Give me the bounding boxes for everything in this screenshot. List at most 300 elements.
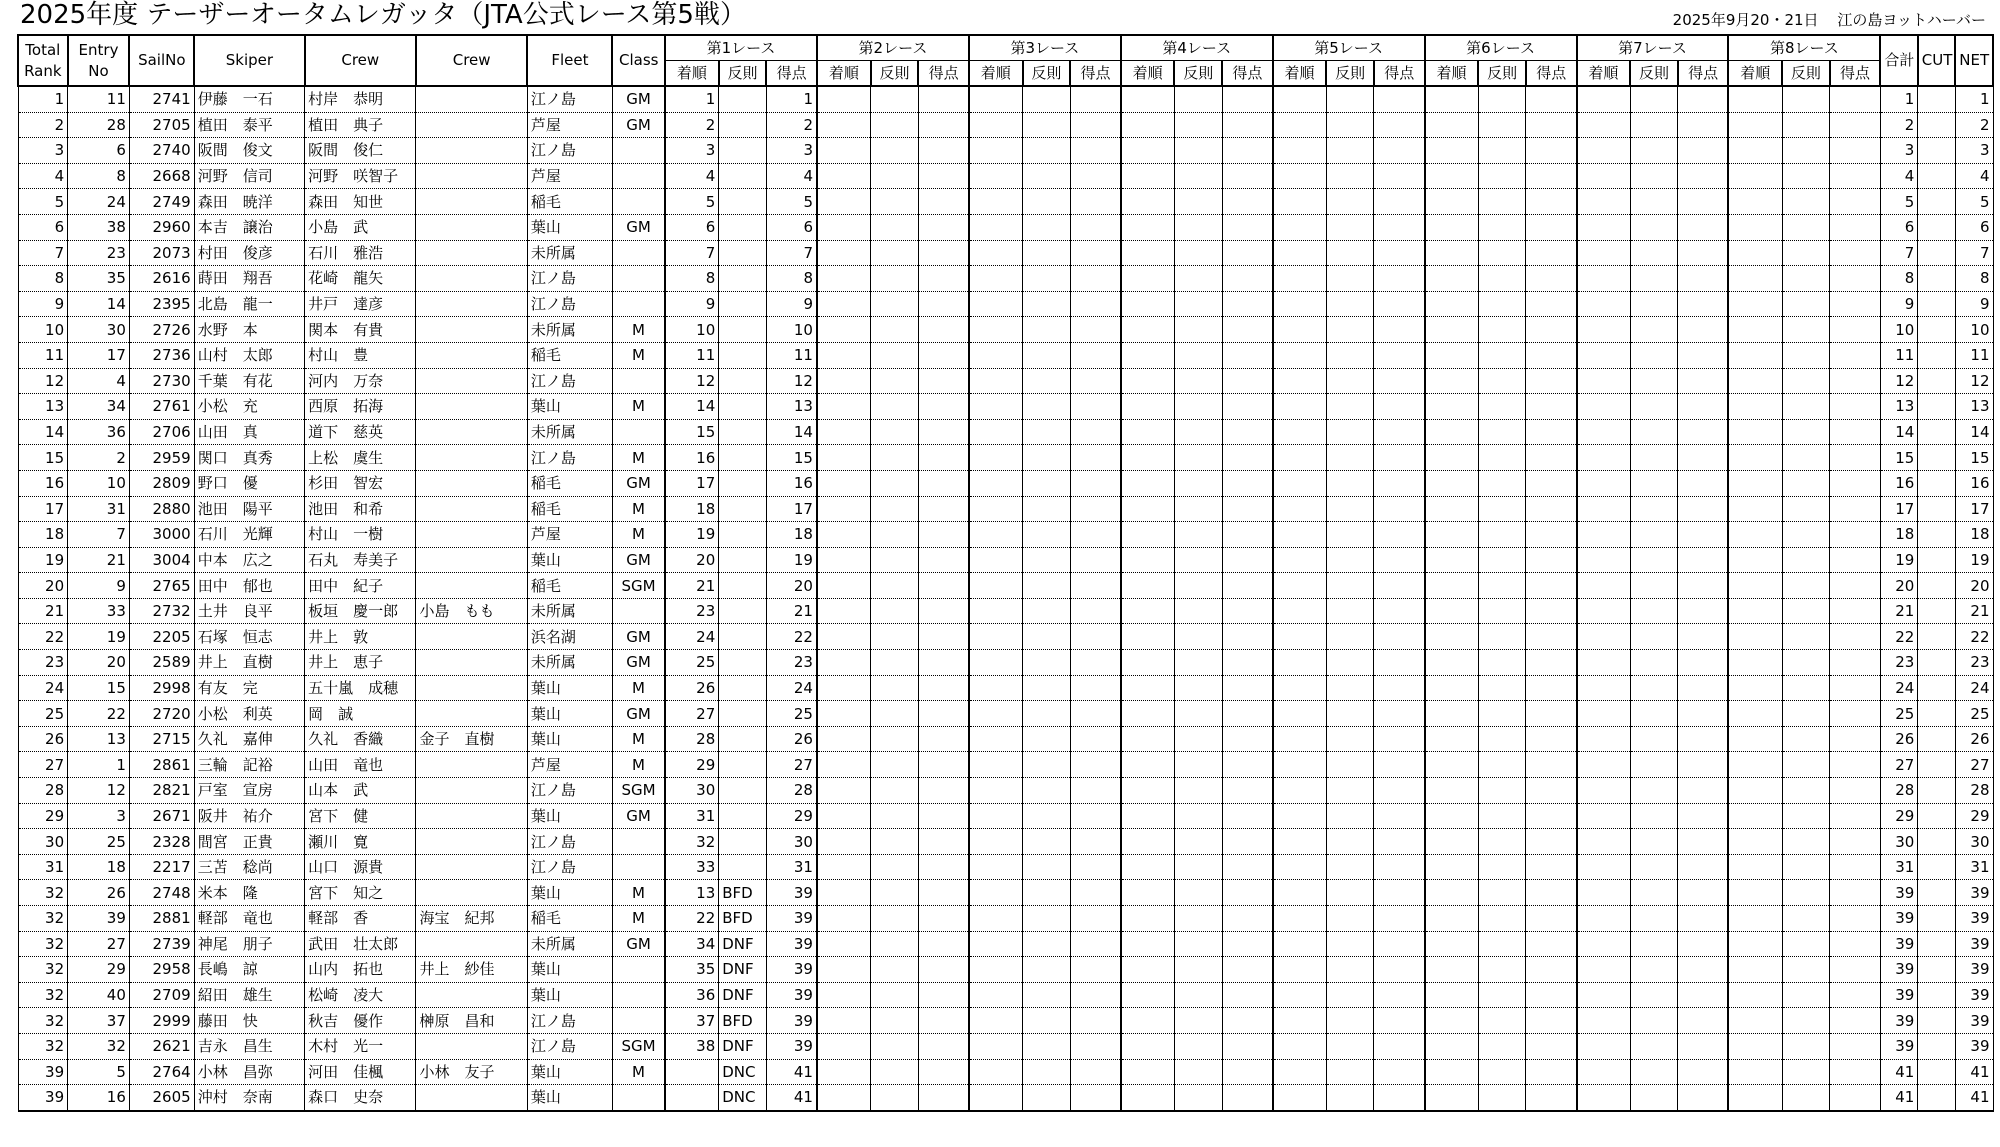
race-7-place-cell (1577, 931, 1631, 957)
net-cell: 7 (1955, 240, 1993, 266)
crew-2-cell (416, 1085, 527, 1111)
race-5-points-cell (1374, 470, 1425, 496)
race-5-points-cell (1374, 1085, 1425, 1111)
race-6-penalty-cell (1478, 291, 1526, 317)
net-cell: 8 (1955, 266, 1993, 292)
race-5-points-cell (1374, 982, 1425, 1008)
race-3-place-cell (969, 803, 1023, 829)
race-5-points-cell (1374, 854, 1425, 880)
crew-cell: 阪間 俊仁 (305, 138, 416, 164)
race-6-place-cell (1425, 778, 1479, 804)
entry-no-cell: 17 (68, 342, 130, 368)
net-cell: 29 (1955, 803, 1993, 829)
race-1-place-cell: 17 (665, 470, 719, 496)
race-6-points-cell (1526, 394, 1577, 420)
race-6-points-cell (1526, 931, 1577, 957)
crew-2-cell: 井上 紗佳 (416, 957, 527, 983)
race-4-place-cell (1121, 1059, 1175, 1085)
race-5-place-cell (1273, 854, 1327, 880)
race-5-penalty-cell (1326, 573, 1374, 599)
race-8-points-cell (1830, 86, 1881, 112)
race-5-points-cell (1374, 419, 1425, 445)
race-4-penalty-cell (1174, 317, 1222, 343)
entry-no-cell: 34 (68, 394, 130, 420)
skipper-cell: 森田 暁洋 (194, 189, 304, 215)
cut-cell (1918, 163, 1955, 189)
net-cell: 39 (1955, 1033, 1993, 1059)
race-2-points-cell (918, 1085, 969, 1111)
skipper-cell: 三苫 稔尚 (194, 854, 304, 880)
sailno-cell: 2715 (129, 726, 194, 752)
race-4-points-cell (1222, 291, 1273, 317)
race-8-penalty-cell (1782, 240, 1830, 266)
race-1-penalty-cell: BFD (719, 1008, 767, 1034)
crew-cell: 道下 慈英 (305, 419, 416, 445)
race-7-penalty-cell (1630, 829, 1678, 855)
total-cell: 15 (1880, 445, 1917, 471)
rank-cell: 12 (18, 368, 68, 394)
total-cell: 39 (1880, 1008, 1917, 1034)
race-3-place-cell (969, 982, 1023, 1008)
fleet-cell: 江ノ島 (527, 291, 612, 317)
class-cell: GM (612, 701, 665, 727)
net-cell: 26 (1955, 726, 1993, 752)
race-5-penalty-cell (1326, 547, 1374, 573)
race-3-points-cell (1070, 342, 1121, 368)
race-2-place-cell (817, 829, 871, 855)
race-1-penalty-cell (719, 317, 767, 343)
table-row (18, 701, 1993, 727)
race-3-place-cell (969, 1008, 1023, 1034)
race-6-points-cell (1526, 470, 1577, 496)
sailno-cell: 2740 (129, 138, 194, 164)
race-6-penalty-cell (1478, 778, 1526, 804)
race-7-place-cell (1577, 342, 1631, 368)
skipper-cell: 石川 光輝 (194, 522, 304, 548)
net-cell: 31 (1955, 854, 1993, 880)
sailno-cell: 2605 (129, 1085, 194, 1111)
race-5-place-cell (1273, 419, 1327, 445)
class-cell: GM (612, 624, 665, 650)
race-1-place-cell: 25 (665, 650, 719, 676)
race-7-points-cell (1678, 86, 1729, 112)
race-8-penalty-cell (1782, 214, 1830, 240)
sailno-cell: 2395 (129, 291, 194, 317)
race-5-points-cell (1374, 906, 1425, 932)
race-5-points-cell (1374, 112, 1425, 138)
race-1-points-cell: 20 (766, 573, 817, 599)
race-1-place-cell: 31 (665, 803, 719, 829)
race-5-place-cell (1273, 982, 1327, 1008)
race-5-points-cell (1374, 675, 1425, 701)
crew-2-cell (416, 829, 527, 855)
race-8-penalty-cell (1782, 445, 1830, 471)
race-1-penalty-cell (719, 240, 767, 266)
race-5-place-cell (1273, 266, 1327, 292)
table-row (18, 1008, 1993, 1034)
entry-no-cell: 38 (68, 214, 130, 240)
race-2-penalty-cell (871, 1033, 919, 1059)
crew-cell: 石川 雅浩 (305, 240, 416, 266)
race-5-place-cell (1273, 598, 1327, 624)
race-1-penalty-cell (719, 726, 767, 752)
race-7-place-cell (1577, 778, 1631, 804)
race-4-penalty-cell (1174, 445, 1222, 471)
header-race-6: 第6レース (1425, 35, 1577, 61)
fleet-cell: 稲毛 (527, 906, 612, 932)
fleet-cell: 江ノ島 (527, 86, 612, 112)
header-race-7-points: 得点 (1678, 61, 1729, 87)
entry-no-cell: 4 (68, 368, 130, 394)
race-8-place-cell (1728, 778, 1782, 804)
race-3-penalty-cell (1023, 803, 1071, 829)
race-7-points-cell (1678, 778, 1729, 804)
race-8-place-cell (1728, 496, 1782, 522)
rank-cell: 32 (18, 1033, 68, 1059)
race-2-penalty-cell (871, 624, 919, 650)
table-row (18, 1085, 1993, 1111)
race-8-place-cell (1728, 906, 1782, 932)
crew-cell: 花崎 龍矢 (305, 266, 416, 292)
race-3-penalty-cell (1023, 240, 1071, 266)
class-cell: GM (612, 650, 665, 676)
race-5-place-cell (1273, 624, 1327, 650)
race-2-place-cell (817, 86, 871, 112)
rank-cell: 13 (18, 394, 68, 420)
race-6-points-cell (1526, 86, 1577, 112)
total-cell: 20 (1880, 573, 1917, 599)
header-race-5-points: 得点 (1374, 61, 1425, 87)
race-3-points-cell (1070, 1033, 1121, 1059)
race-5-points-cell (1374, 1059, 1425, 1085)
race-8-points-cell (1830, 240, 1881, 266)
race-7-points-cell (1678, 726, 1729, 752)
race-2-points-cell (918, 419, 969, 445)
class-cell: M (612, 317, 665, 343)
entry-no-cell: 10 (68, 470, 130, 496)
race-3-penalty-cell (1023, 445, 1071, 471)
race-3-points-cell (1070, 931, 1121, 957)
rank-cell: 24 (18, 675, 68, 701)
race-6-penalty-cell (1478, 701, 1526, 727)
race-6-place-cell (1425, 394, 1479, 420)
race-5-place-cell (1273, 240, 1327, 266)
race-8-points-cell (1830, 701, 1881, 727)
race-4-points-cell (1222, 496, 1273, 522)
race-7-penalty-cell (1630, 1059, 1678, 1085)
race-2-penalty-cell (871, 957, 919, 983)
skipper-cell: 千葉 有花 (194, 368, 304, 394)
race-7-points-cell (1678, 931, 1729, 957)
race-2-points-cell (918, 598, 969, 624)
sailno-cell: 2999 (129, 1008, 194, 1034)
race-2-place-cell (817, 394, 871, 420)
race-1-points-cell: 30 (766, 829, 817, 855)
race-6-points-cell (1526, 624, 1577, 650)
race-5-points-cell (1374, 317, 1425, 343)
total-cell: 14 (1880, 419, 1917, 445)
race-3-points-cell (1070, 957, 1121, 983)
crew-cell: 井戸 達彦 (305, 291, 416, 317)
rank-cell: 29 (18, 803, 68, 829)
race-1-penalty-cell: DNF (719, 982, 767, 1008)
race-2-penalty-cell (871, 650, 919, 676)
race-7-penalty-cell (1630, 317, 1678, 343)
race-2-penalty-cell (871, 778, 919, 804)
race-6-points-cell (1526, 650, 1577, 676)
race-4-penalty-cell (1174, 803, 1222, 829)
race-8-place-cell (1728, 880, 1782, 906)
race-4-place-cell (1121, 163, 1175, 189)
race-7-place-cell (1577, 650, 1631, 676)
race-3-penalty-cell (1023, 189, 1071, 215)
race-4-points-cell (1222, 1085, 1273, 1111)
entry-no-cell: 2 (68, 445, 130, 471)
race-6-points-cell (1526, 829, 1577, 855)
rank-cell: 32 (18, 957, 68, 983)
crew-2-cell (416, 752, 527, 778)
race-1-penalty-cell (719, 112, 767, 138)
race-6-points-cell (1526, 752, 1577, 778)
race-2-penalty-cell (871, 163, 919, 189)
crew-cell: 関本 有貴 (305, 317, 416, 343)
rank-cell: 21 (18, 598, 68, 624)
header-race-2: 第2レース (817, 35, 969, 61)
table-row (18, 854, 1993, 880)
table-row (18, 957, 1993, 983)
crew-2-cell (416, 854, 527, 880)
race-3-penalty-cell (1023, 1059, 1071, 1085)
sailno-cell: 2741 (129, 86, 194, 112)
race-1-points-cell: 39 (766, 957, 817, 983)
race-2-penalty-cell (871, 701, 919, 727)
race-5-penalty-cell (1326, 957, 1374, 983)
race-8-penalty-cell (1782, 598, 1830, 624)
skipper-cell: 久礼 嘉伸 (194, 726, 304, 752)
race-1-place-cell: 36 (665, 982, 719, 1008)
class-cell (612, 598, 665, 624)
race-4-penalty-cell (1174, 522, 1222, 548)
race-4-points-cell (1222, 163, 1273, 189)
race-6-place-cell (1425, 1085, 1479, 1111)
race-5-place-cell (1273, 675, 1327, 701)
race-4-place-cell (1121, 522, 1175, 548)
race-7-place-cell (1577, 214, 1631, 240)
race-5-place-cell (1273, 86, 1327, 112)
race-4-penalty-cell (1174, 778, 1222, 804)
race-3-penalty-cell (1023, 1008, 1071, 1034)
race-4-place-cell (1121, 829, 1175, 855)
crew-cell: 杉田 智宏 (305, 470, 416, 496)
race-1-points-cell: 23 (766, 650, 817, 676)
total-cell: 17 (1880, 496, 1917, 522)
race-7-points-cell (1678, 240, 1729, 266)
race-6-points-cell (1526, 291, 1577, 317)
cut-cell (1918, 957, 1955, 983)
race-4-place-cell (1121, 598, 1175, 624)
rank-cell: 23 (18, 650, 68, 676)
race-4-place-cell (1121, 573, 1175, 599)
class-cell (612, 854, 665, 880)
skipper-cell: 沖村 奈南 (194, 1085, 304, 1111)
rank-cell: 31 (18, 854, 68, 880)
total-cell: 39 (1880, 931, 1917, 957)
race-6-place-cell (1425, 573, 1479, 599)
cut-cell (1918, 982, 1955, 1008)
race-6-penalty-cell (1478, 880, 1526, 906)
header-entry-no-line: Entry (78, 40, 119, 59)
net-cell: 20 (1955, 573, 1993, 599)
cut-cell (1918, 1033, 1955, 1059)
table-row (18, 675, 1993, 701)
race-3-penalty-cell (1023, 214, 1071, 240)
race-7-points-cell (1678, 829, 1729, 855)
race-8-penalty-cell (1782, 675, 1830, 701)
race-8-penalty-cell (1782, 624, 1830, 650)
header-race-4-penalty: 反則 (1174, 61, 1222, 87)
cut-cell (1918, 368, 1955, 394)
race-2-place-cell (817, 419, 871, 445)
cut-cell (1918, 803, 1955, 829)
race-1-points-cell: 25 (766, 701, 817, 727)
race-7-place-cell (1577, 470, 1631, 496)
race-4-points-cell (1222, 368, 1273, 394)
race-4-place-cell (1121, 86, 1175, 112)
race-8-place-cell (1728, 470, 1782, 496)
race-6-points-cell (1526, 1033, 1577, 1059)
race-8-points-cell (1830, 189, 1881, 215)
race-8-points-cell (1830, 394, 1881, 420)
net-cell: 18 (1955, 522, 1993, 548)
crew-cell: 五十嵐 成穂 (305, 675, 416, 701)
race-8-points-cell (1830, 1008, 1881, 1034)
race-5-penalty-cell (1326, 1085, 1374, 1111)
race-4-penalty-cell (1174, 752, 1222, 778)
race-4-place-cell (1121, 214, 1175, 240)
race-6-points-cell (1526, 317, 1577, 343)
race-3-place-cell (969, 752, 1023, 778)
race-7-points-cell (1678, 803, 1729, 829)
crew-cell: 岡 誠 (305, 701, 416, 727)
race-2-place-cell (817, 1033, 871, 1059)
entry-no-cell: 33 (68, 598, 130, 624)
race-5-points-cell (1374, 752, 1425, 778)
race-4-penalty-cell (1174, 342, 1222, 368)
header-total-rank-line: Rank (24, 61, 62, 80)
race-2-penalty-cell (871, 982, 919, 1008)
race-8-place-cell (1728, 598, 1782, 624)
skipper-cell: 神尾 朋子 (194, 931, 304, 957)
race-5-penalty-cell (1326, 982, 1374, 1008)
race-6-place-cell (1425, 112, 1479, 138)
net-cell: 39 (1955, 906, 1993, 932)
race-7-points-cell (1678, 1008, 1729, 1034)
race-2-points-cell (918, 1059, 969, 1085)
table-row (18, 86, 1993, 112)
race-7-points-cell (1678, 598, 1729, 624)
net-cell: 39 (1955, 931, 1993, 957)
entry-no-cell: 13 (68, 726, 130, 752)
race-8-place-cell (1728, 829, 1782, 855)
fleet-cell: 江ノ島 (527, 1008, 612, 1034)
race-7-place-cell (1577, 573, 1631, 599)
race-4-points-cell (1222, 957, 1273, 983)
race-6-place-cell (1425, 650, 1479, 676)
race-4-place-cell (1121, 419, 1175, 445)
race-6-points-cell (1526, 726, 1577, 752)
race-5-penalty-cell (1326, 675, 1374, 701)
race-4-points-cell (1222, 522, 1273, 548)
crew-2-cell (416, 86, 527, 112)
race-8-place-cell (1728, 163, 1782, 189)
race-6-points-cell (1526, 240, 1577, 266)
race-8-points-cell (1830, 982, 1881, 1008)
crew-cell: 山田 竜也 (305, 752, 416, 778)
net-cell: 19 (1955, 547, 1993, 573)
race-1-place-cell: 8 (665, 266, 719, 292)
race-7-place-cell (1577, 240, 1631, 266)
race-3-points-cell (1070, 496, 1121, 522)
race-1-penalty-cell (719, 266, 767, 292)
total-cell: 25 (1880, 701, 1917, 727)
race-6-points-cell (1526, 496, 1577, 522)
race-1-place-cell: 7 (665, 240, 719, 266)
race-4-points-cell (1222, 573, 1273, 599)
race-2-points-cell (918, 496, 969, 522)
race-5-penalty-cell (1326, 368, 1374, 394)
race-2-place-cell (817, 1085, 871, 1111)
race-7-penalty-cell (1630, 624, 1678, 650)
cut-cell (1918, 112, 1955, 138)
race-3-place-cell (969, 880, 1023, 906)
race-7-place-cell (1577, 726, 1631, 752)
race-1-points-cell: 39 (766, 1008, 817, 1034)
total-cell: 39 (1880, 1033, 1917, 1059)
race-2-points-cell (918, 317, 969, 343)
class-cell: SGM (612, 1033, 665, 1059)
rank-cell: 32 (18, 1008, 68, 1034)
sailno-cell: 2705 (129, 112, 194, 138)
crew-2-cell (416, 368, 527, 394)
race-1-points-cell: 7 (766, 240, 817, 266)
race-6-points-cell (1526, 1008, 1577, 1034)
fleet-cell: 未所属 (527, 650, 612, 676)
race-2-penalty-cell (871, 189, 919, 215)
race-5-penalty-cell (1326, 931, 1374, 957)
rank-cell: 17 (18, 496, 68, 522)
skipper-cell: 河野 信司 (194, 163, 304, 189)
skipper-cell: 北島 龍一 (194, 291, 304, 317)
entry-no-cell: 26 (68, 880, 130, 906)
race-2-points-cell (918, 931, 969, 957)
skipper-cell: 紹田 雄生 (194, 982, 304, 1008)
fleet-cell: 葉山 (527, 394, 612, 420)
race-1-penalty-cell (719, 496, 767, 522)
race-6-place-cell (1425, 496, 1479, 522)
race-3-penalty-cell (1023, 266, 1071, 292)
race-6-points-cell (1526, 445, 1577, 471)
race-5-points-cell (1374, 880, 1425, 906)
header-race-2-place: 着順 (817, 61, 871, 87)
race-3-penalty-cell (1023, 112, 1071, 138)
race-7-place-cell (1577, 138, 1631, 164)
race-2-penalty-cell (871, 598, 919, 624)
race-4-points-cell (1222, 880, 1273, 906)
race-3-place-cell (969, 931, 1023, 957)
race-1-place-cell (665, 1085, 719, 1111)
race-4-penalty-cell (1174, 266, 1222, 292)
table-row (18, 266, 1993, 292)
